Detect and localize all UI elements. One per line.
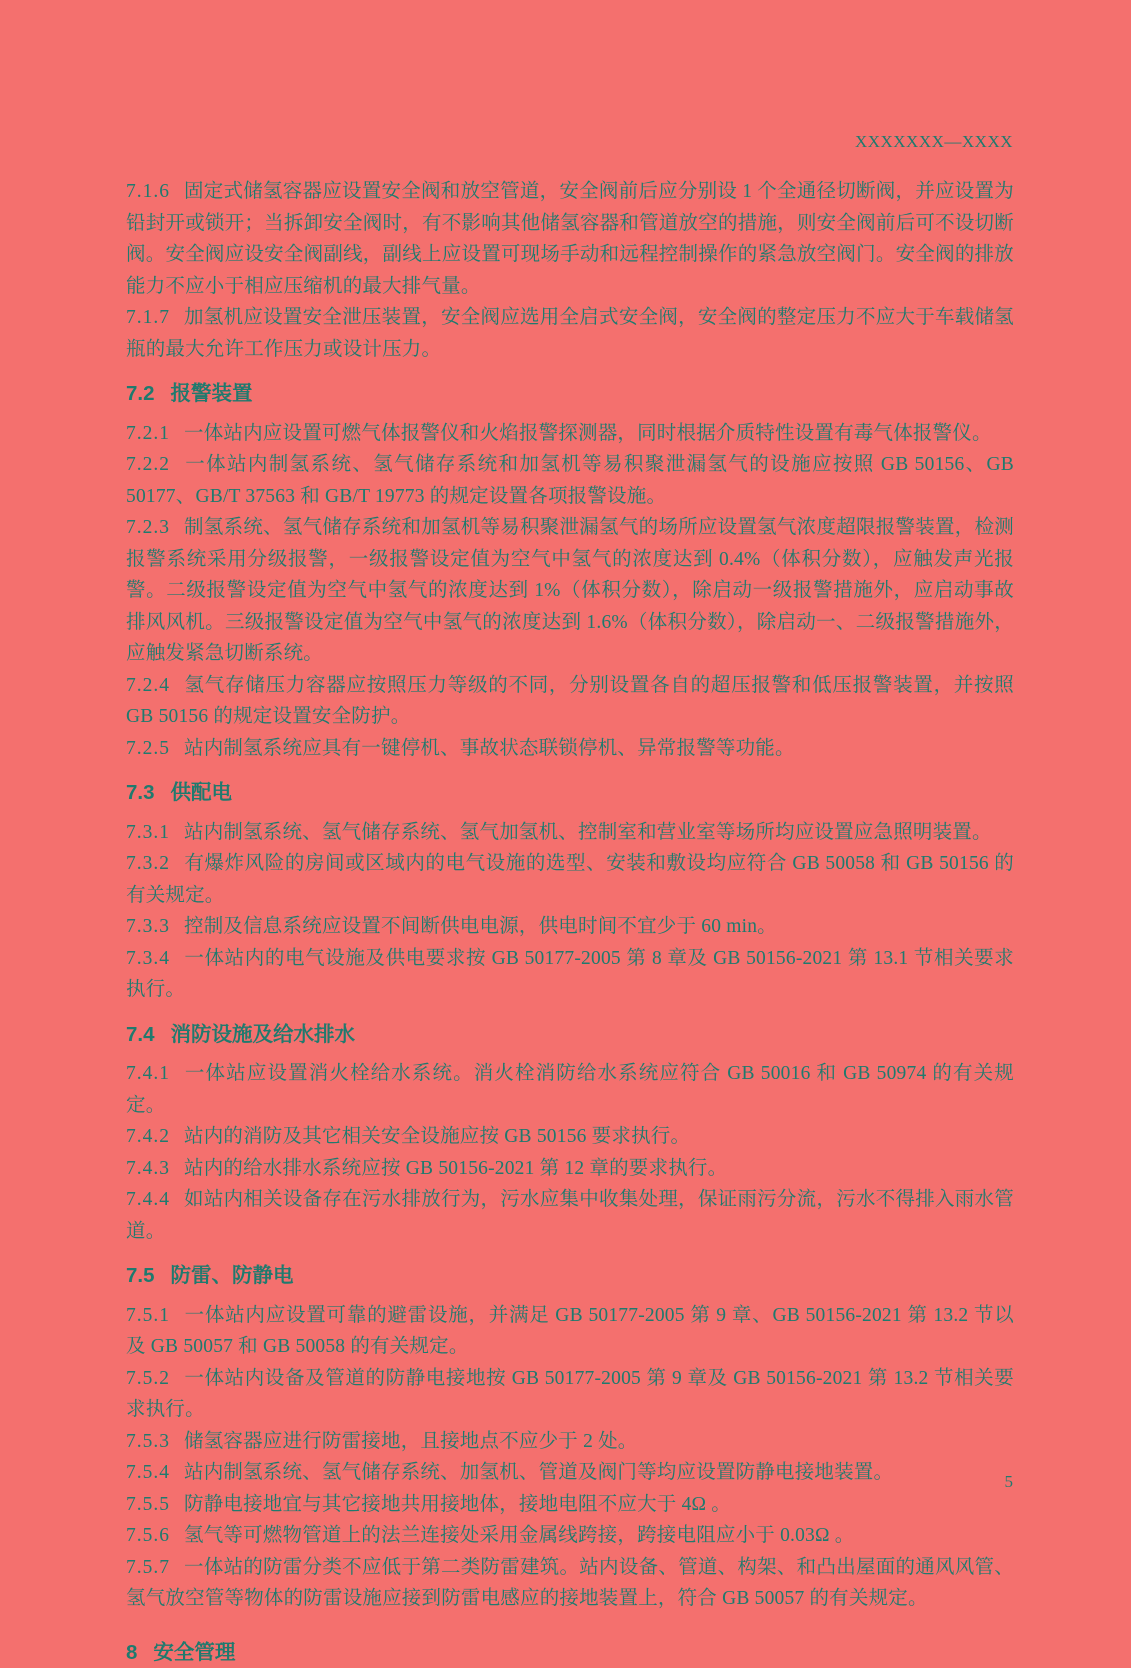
clause-paragraph <box>126 943 1014 1006</box>
clause-text: 一体站应设置消火栓给水系统。消火栓消防给水系统应符合 GB 50016 和 GB 50974 的有关规定。 <box>126 1063 1014 1116</box>
section-heading-7-2 <box>126 378 1014 410</box>
clause-paragraph <box>126 418 1014 450</box>
section-number: 7.4 <box>126 1023 155 1046</box>
clause-number: 7.1.6 <box>126 181 170 202</box>
clause-text: 一体站内应设置可燃气体报警仪和火焰报警探测器，同时根据介质特性设置有毒气体报警仪。 <box>184 423 992 444</box>
clause-text: 制氢系统、氢气储存系统和加氢机等易积聚泄漏氢气的场所应设置氢气浓度超限报警装置，检测报警系统采用分级报警，一级报警设定值为空气中氢气的浓度达到 0.4%（体积分数），应触发声光报警。二级报警设定值为空气中氢气的浓度达到 1%（体积分数），除启动一级报警措施外，应启动事故排风风机。三级报警设定值为空气中氢气的浓度达到 1.6%（体积分数），除启动一、二级报警措施外，应触发紧急切断系统。 <box>126 517 1014 664</box>
clause-number: 7.3.3 <box>126 916 170 937</box>
clause-number: 7.5.2 <box>126 1368 170 1389</box>
clause-number: 7.2.4 <box>126 675 170 696</box>
clause-paragraph <box>126 848 1014 911</box>
clause-number: 7.2.1 <box>126 423 170 444</box>
clause-number: 7.5.3 <box>126 1431 170 1452</box>
clause-number: 7.2.3 <box>126 517 170 538</box>
clause-paragraph <box>126 512 1014 670</box>
clause-paragraph <box>126 1520 1014 1552</box>
chapter-number: 8 <box>126 1641 137 1664</box>
page-header-standard-code: XXXXXXX—XXXX <box>855 132 1013 152</box>
page-number: 5 <box>1005 1472 1014 1492</box>
clause-paragraph <box>126 1457 1014 1489</box>
clause-paragraph <box>126 449 1014 512</box>
clause-number: 7.3.1 <box>126 822 170 843</box>
clause-number: 7.1.7 <box>126 307 170 328</box>
clause-number: 7.5.1 <box>126 1305 170 1326</box>
clause-number: 7.4.4 <box>126 1189 170 1210</box>
clause-paragraph <box>126 733 1014 765</box>
clause-number: 7.2.2 <box>126 454 170 475</box>
clause-text: 站内的给水排水系统应按 GB 50156-2021 第 12 章的要求执行。 <box>184 1158 727 1179</box>
clause-text: 一体站内的电气设施及供电要求按 GB 50177-2005 第 8 章及 GB 50156-2021 第 13.1 节相关要求执行。 <box>126 948 1014 1001</box>
chapter-title: 安全管理 <box>153 1641 235 1664</box>
clause-paragraph <box>126 1489 1014 1521</box>
section-title: 消防设施及给水排水 <box>171 1023 356 1046</box>
clause-text: 站内制氢系统、氢气储存系统、加氢机、管道及阀门等均应设置防静电接地装置。 <box>184 1462 893 1483</box>
chapter-heading-8 <box>126 1637 1014 1668</box>
section-heading-7-4 <box>126 1019 1014 1051</box>
clause-paragraph <box>126 176 1014 302</box>
clause-paragraph <box>126 911 1014 943</box>
section-heading-7-3 <box>126 777 1014 809</box>
clause-text: 储氢容器应进行防雷接地，且接地点不应少于 2 处。 <box>184 1431 638 1452</box>
clause-paragraph <box>126 1153 1014 1185</box>
clause-number: 7.5.5 <box>126 1494 170 1515</box>
clause-number: 7.5.6 <box>126 1525 170 1546</box>
clause-number: 7.4.3 <box>126 1158 170 1179</box>
clause-number: 7.5.7 <box>126 1557 170 1578</box>
clause-number: 7.4.1 <box>126 1063 170 1084</box>
clause-paragraph <box>126 670 1014 733</box>
clause-text: 站内的消防及其它相关安全设施应按 GB 50156 要求执行。 <box>184 1126 690 1147</box>
section-number: 7.3 <box>126 781 155 804</box>
clause-text: 一体站内应设置可靠的避雷设施，并满足 GB 50177-2005 第 9 章、GB 50156-2021 第 13.2 节以及 GB 50057 和 GB 50058 的有关规定。 <box>126 1305 1014 1358</box>
clause-text: 加氢机应设置安全泄压装置，安全阀应选用全启式安全阀，安全阀的整定压力不应大于车载储氢瓶的最大允许工作压力或设计压力。 <box>126 307 1014 360</box>
document-body <box>126 176 1014 1668</box>
clause-paragraph <box>126 1300 1014 1363</box>
clause-number: 7.3.4 <box>126 948 170 969</box>
clause-text: 控制及信息系统应设置不间断供电电源，供电时间不宜少于 60 min。 <box>184 916 777 937</box>
clause-paragraph <box>126 1058 1014 1121</box>
clause-text: 如站内相关设备存在污水排放行为，污水应集中收集处理，保证雨污分流，污水不得排入雨水管道。 <box>126 1189 1014 1242</box>
clause-number: 7.4.2 <box>126 1126 170 1147</box>
clause-text: 氢气存储压力容器应按照压力等级的不同，分别设置各自的超压报警和低压报警装置，并按照GB 50156 的规定设置安全防护。 <box>126 675 1014 728</box>
clause-paragraph <box>126 1363 1014 1426</box>
clause-paragraph <box>126 1121 1014 1153</box>
clause-number: 7.3.2 <box>126 853 170 874</box>
clause-paragraph <box>126 817 1014 849</box>
clause-paragraph <box>126 1184 1014 1247</box>
clause-paragraph <box>126 1426 1014 1458</box>
section-title: 防雷、防静电 <box>171 1264 294 1287</box>
clause-text: 防静电接地宜与其它接地共用接地体，接地电阻不应大于 4Ω 。 <box>184 1494 731 1515</box>
section-heading-7-5 <box>126 1260 1014 1292</box>
section-title: 报警装置 <box>171 382 253 405</box>
section-number: 7.5 <box>126 1264 155 1287</box>
clause-text: 固定式储氢容器应设置安全阀和放空管道，安全阀前后应分别设 1 个全通径切断阀，并应设置为铅封开或锁开；当拆卸安全阀时，有不影响其他储氢容器和管道放空的措施，则安全阀前后可不设切断阀。安全阀应设安全阀副线，副线上应设置可现场手动和远程控制操作的紧急放空阀门。安全阀的排放能力不应小于相应压缩机的最大排气量。 <box>126 181 1014 297</box>
section-number: 7.2 <box>126 382 155 405</box>
clause-text: 站内制氢系统、氢气储存系统、氢气加氢机、控制室和营业室等场所均应设置应急照明装置。 <box>184 822 992 843</box>
clause-number: 7.5.4 <box>126 1462 170 1483</box>
clause-text: 一体站内制氢系统、氢气储存系统和加氢机等易积聚泄漏氢气的设施应按照 GB 50156、GB 50177、GB/T 37563 和 GB/T 19773 的规定设置各项报警设施。 <box>126 454 1014 507</box>
clause-paragraph <box>126 302 1014 365</box>
clause-text: 站内制氢系统应具有一键停机、事故状态联锁停机、异常报警等功能。 <box>184 738 795 759</box>
clause-number: 7.2.5 <box>126 738 170 759</box>
clause-text: 有爆炸风险的房间或区域内的电气设施的选型、安装和敷设均应符合 GB 50058 和 GB 50156 的有关规定。 <box>126 853 1014 906</box>
clause-text: 一体站的防雷分类不应低于第二类防雷建筑。站内设备、管道、构架、和凸出屋面的通风风管、氢气放空管等物体的防雷设施应接到防雷电感应的接地装置上，符合 GB 50057 的有关规定。 <box>126 1557 1014 1610</box>
clause-text: 氢气等可燃物管道上的法兰连接处采用金属线跨接，跨接电阻应小于 0.03Ω 。 <box>184 1525 854 1546</box>
clause-paragraph <box>126 1552 1014 1615</box>
section-title: 供配电 <box>171 781 233 804</box>
clause-text: 一体站内设备及管道的防静电接地按 GB 50177-2005 第 9 章及 GB 50156-2021 第 13.2 节相关要求执行。 <box>126 1368 1014 1421</box>
